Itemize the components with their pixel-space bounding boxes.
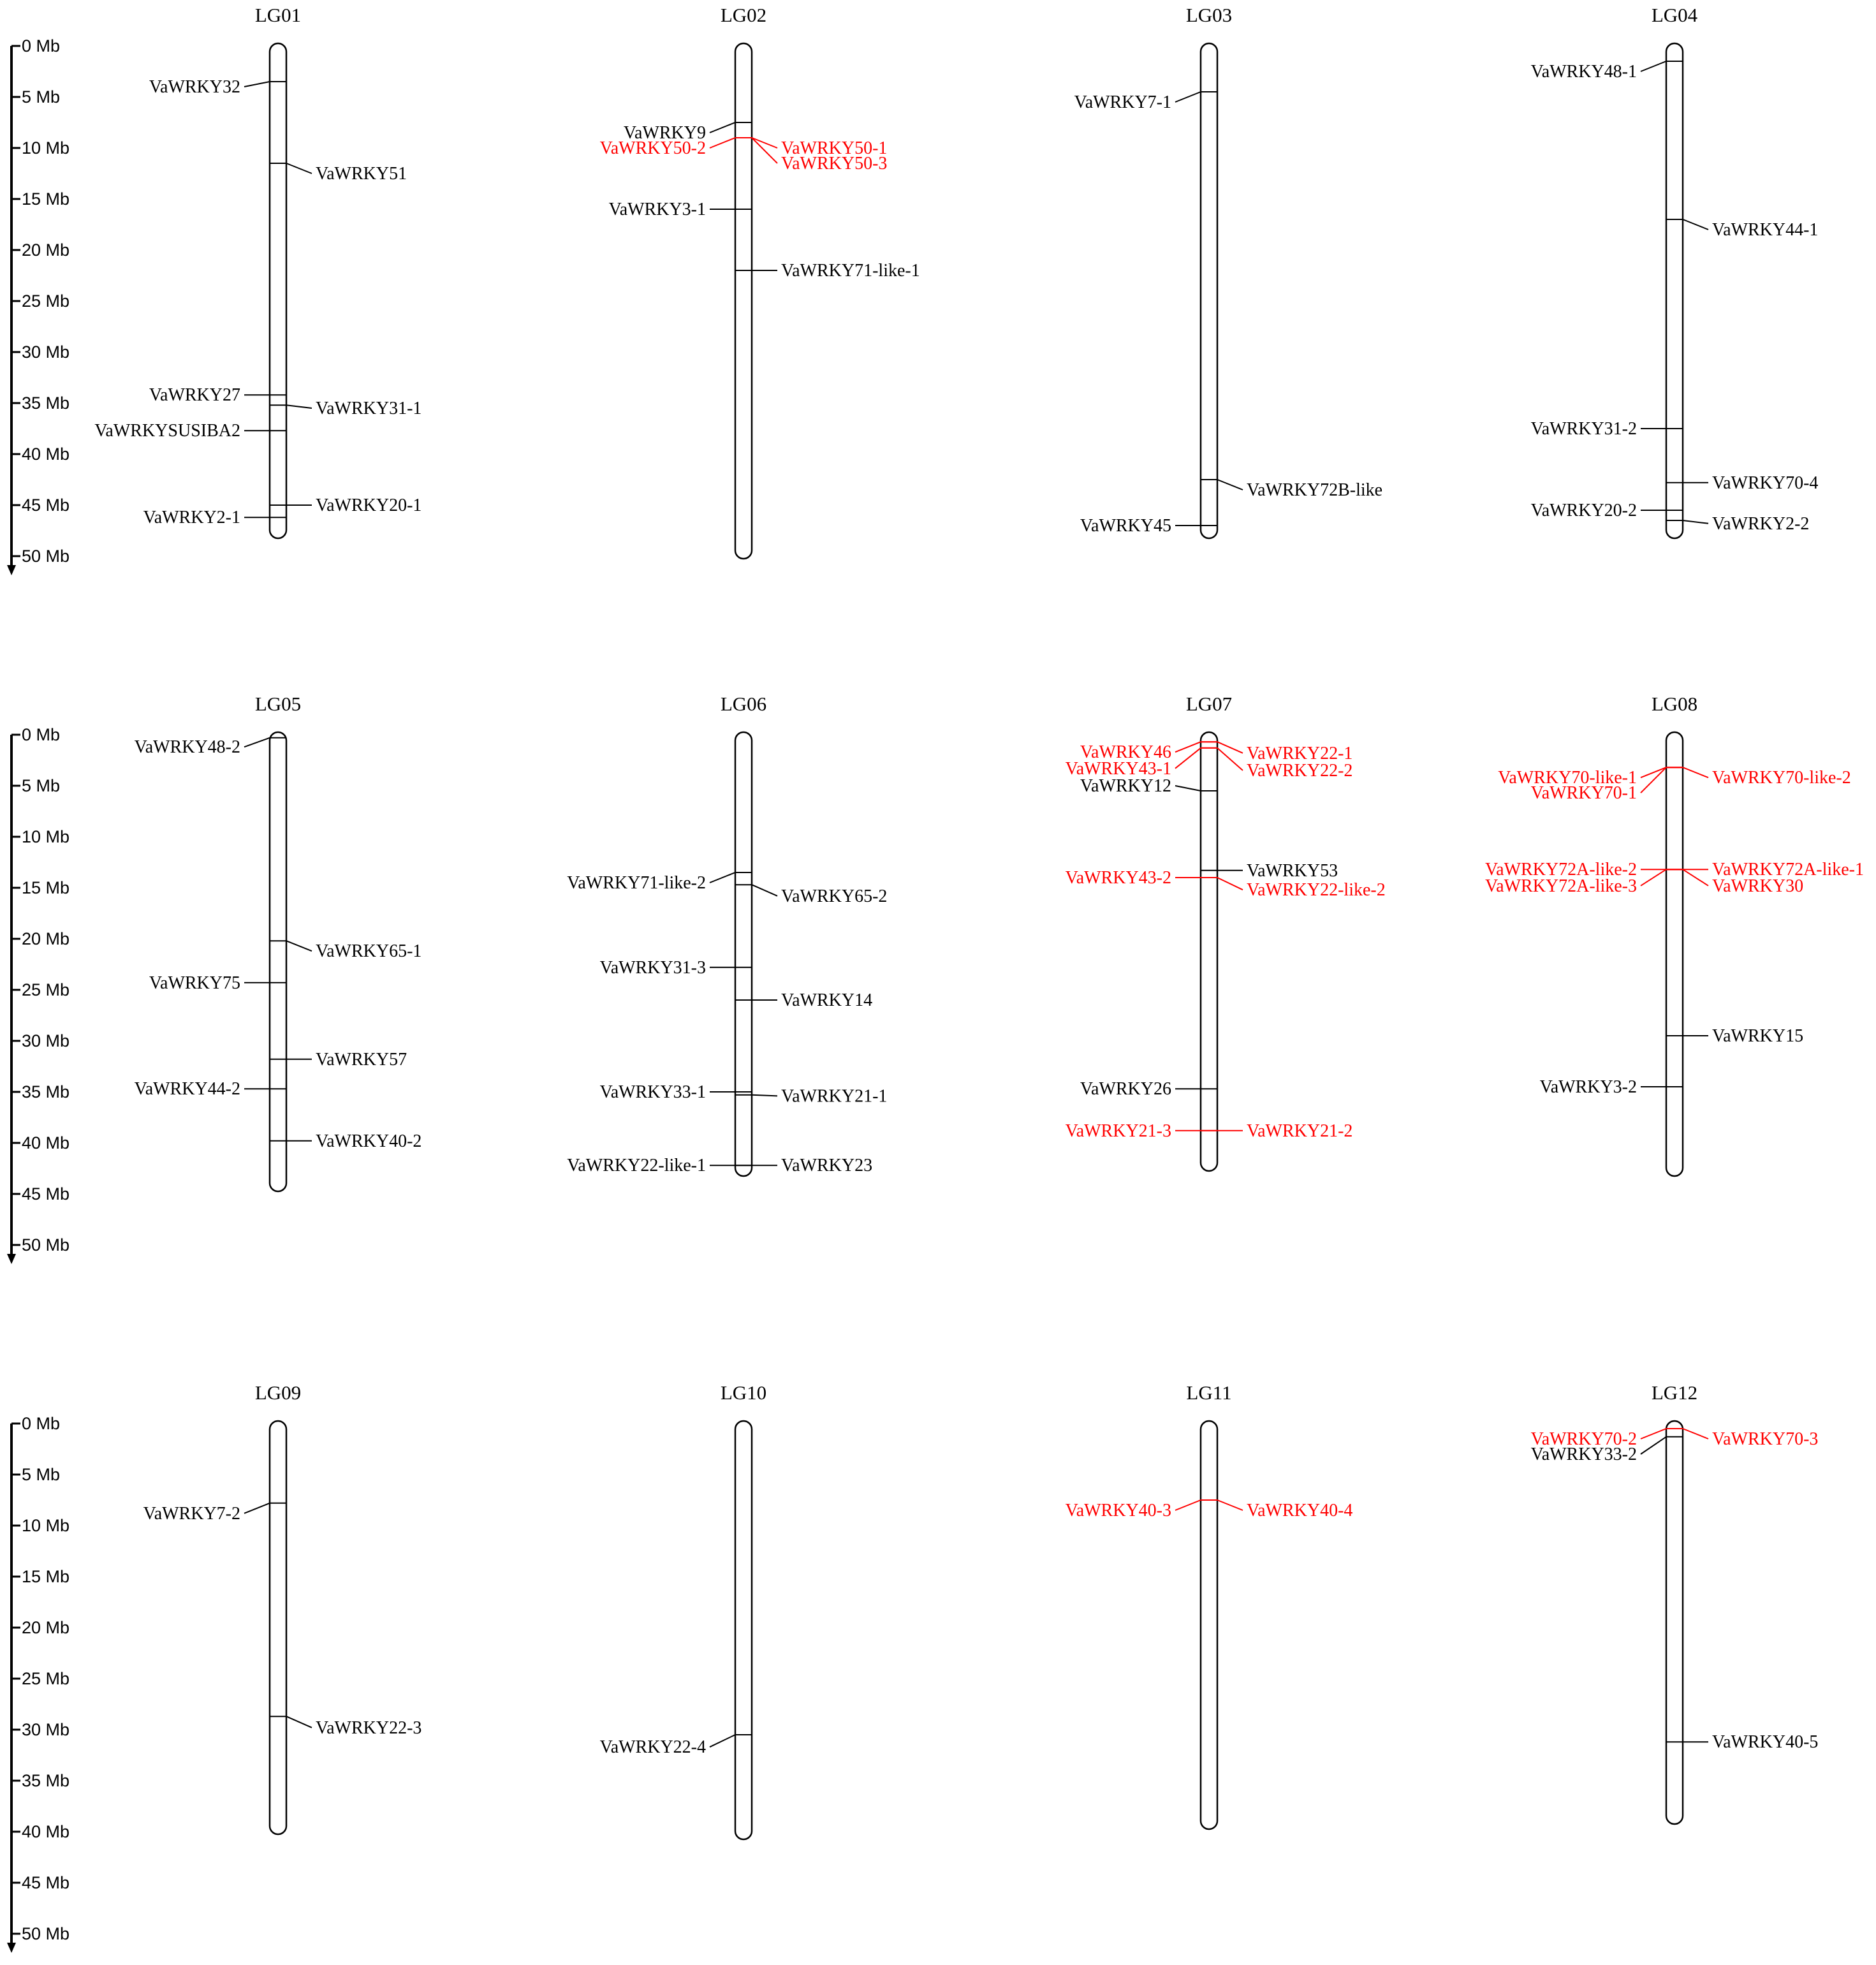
gene-marker: [1666, 1732, 1818, 1752]
gene-marker: [735, 885, 887, 906]
scale-tick-label: 30 Mb: [22, 1031, 70, 1050]
gene-label: VaWRKY70-2: [1530, 1429, 1637, 1449]
gene-connector: [1683, 1429, 1708, 1439]
gene-marker: [270, 1716, 421, 1738]
gene-label: VaWRKY44-2: [134, 1079, 240, 1100]
chromosome-lg05: [135, 693, 422, 1191]
scale-tick-label: 35 Mb: [22, 394, 70, 413]
gene-marker: [1540, 1077, 1683, 1097]
gene-connector: [286, 941, 312, 951]
gene-label: VaWRKY33-1: [599, 1082, 706, 1102]
scale-axis: [7, 36, 70, 575]
gene-marker: [1201, 480, 1382, 500]
chromosome-lg10: [600, 1381, 767, 1839]
scale-axis-arrow: [7, 1943, 16, 1953]
gene-marker: [609, 200, 752, 219]
gene-label: VaWRKY70-like-1: [1498, 768, 1637, 788]
gene-label: VaWRKY40-3: [1065, 1501, 1171, 1520]
gene-marker: [270, 1050, 407, 1070]
gene-connector: [710, 1735, 735, 1747]
gene-label: VaWRKY65-2: [781, 886, 888, 906]
gene-marker: [149, 385, 286, 405]
gene-marker: [270, 399, 421, 418]
gene-connector: [1641, 1437, 1666, 1454]
gene-label: VaWRKY44-1: [1712, 220, 1819, 240]
gene-marker: [567, 872, 752, 893]
gene-marker: [1066, 1121, 1217, 1141]
gene-label: VaWRKY72B-like: [1247, 480, 1383, 500]
gene-label: VaWRKY7-1: [1074, 92, 1171, 112]
gene-label: VaWRKY71-like-1: [781, 261, 920, 281]
gene-label: VaWRKY20-2: [1530, 501, 1637, 520]
gene-marker: [1666, 514, 1809, 534]
scale-tick-label: 10 Mb: [22, 1516, 70, 1535]
chromosome-bar: [1201, 43, 1217, 538]
gene-label: VaWRKY33-2: [1530, 1445, 1637, 1464]
gene-connector: [286, 1716, 312, 1728]
gene-connector: [244, 82, 270, 87]
gene-connector: [752, 138, 777, 148]
scale-tick-label: 0 Mb: [22, 725, 61, 744]
gene-marker: [735, 1156, 872, 1175]
chromosome-title: LG07: [1185, 693, 1233, 715]
gene-label: VaWRKY22-like-1: [567, 1156, 706, 1176]
gene-marker: [94, 421, 286, 441]
gene-marker: [735, 261, 920, 281]
gene-marker: [1201, 861, 1338, 881]
scale-tick-label: 5 Mb: [22, 776, 61, 795]
chromosome-title: LG01: [254, 4, 302, 26]
gene-label: VaWRKY57: [316, 1049, 407, 1070]
scale-tick-label: 25 Mb: [22, 291, 70, 311]
chromosome-bar: [1666, 732, 1683, 1176]
chromosome-lg07: [1066, 693, 1386, 1171]
gene-marker: [1080, 1079, 1217, 1099]
gene-label: VaWRKY22-like-2: [1247, 880, 1386, 901]
chromosome-title: LG10: [720, 1381, 767, 1404]
gene-connector: [1175, 1500, 1201, 1510]
gene-marker: [270, 496, 421, 515]
chromosome-lg03: [1074, 4, 1383, 538]
gene-label: VaWRKY31-3: [599, 957, 706, 978]
gene-marker: [1666, 219, 1818, 240]
gene-label: VaWRKY26: [1080, 1079, 1171, 1100]
gene-connector: [1683, 869, 1708, 886]
chromosome-title: LG03: [1185, 4, 1233, 26]
gene-connector: [752, 885, 777, 896]
gene-label: VaWRKY23: [781, 1156, 873, 1176]
chromosome-title: LG08: [1651, 693, 1698, 715]
chromosome-lg08: [1485, 693, 1864, 1176]
gene-marker: [1074, 92, 1217, 112]
scale-tick-label: 35 Mb: [22, 1771, 70, 1790]
chromosome-bar: [270, 1421, 286, 1834]
gene-marker: [1531, 501, 1683, 520]
gene-marker: [600, 1735, 752, 1757]
gene-marker: [1201, 878, 1386, 900]
gene-marker: [135, 1079, 286, 1099]
gene-marker: [735, 1086, 887, 1106]
gene-connector: [1683, 219, 1708, 230]
gene-label: VaWRKY50-2: [599, 138, 706, 158]
scale-tick-label: 10 Mb: [22, 138, 70, 158]
gene-label: VaWRKY31-2: [1530, 419, 1637, 439]
scale-tick-label: 50 Mb: [22, 547, 70, 566]
gene-label: VaWRKY48-1: [1530, 62, 1637, 82]
scale-tick-label: 25 Mb: [22, 1669, 70, 1688]
scale-tick-label: 45 Mb: [22, 1184, 70, 1203]
chromosome-bar: [735, 43, 752, 559]
scale-tick-label: 45 Mb: [22, 496, 70, 515]
chromosome-bar: [1666, 43, 1683, 538]
gene-marker: [1080, 776, 1217, 796]
scale-tick-label: 45 Mb: [22, 1873, 70, 1892]
scale-tick-label: 40 Mb: [22, 1822, 70, 1841]
scale-tick-label: 20 Mb: [22, 240, 70, 260]
gene-label: VaWRKY48-2: [134, 737, 240, 758]
chromosome-title: LG02: [720, 4, 767, 26]
gene-connector: [710, 138, 735, 148]
chromosome-title: LG05: [254, 693, 302, 715]
gene-marker: [149, 77, 286, 97]
gene-marker: [143, 508, 286, 527]
gene-marker: [149, 973, 286, 993]
scale-tick-label: 25 Mb: [22, 980, 70, 999]
scale-axis-arrow: [7, 1254, 16, 1264]
gene-label: VaWRKY51: [316, 164, 407, 184]
gene-label: VaWRKY3-1: [608, 200, 706, 219]
gene-label: VaWRKYSUSIBA2: [94, 421, 240, 441]
gene-marker: [1666, 1026, 1803, 1046]
scale-tick-label: 40 Mb: [22, 1133, 70, 1152]
gene-connector: [1217, 480, 1243, 490]
chromosome-bar: [735, 1421, 752, 1839]
scale-tick-label: 20 Mb: [22, 929, 70, 948]
gene-label: VaWRKY7-2: [143, 1503, 240, 1524]
gene-label: VaWRKY32: [149, 77, 240, 97]
scale-tick-label: 30 Mb: [22, 1720, 70, 1739]
gene-marker: [270, 941, 421, 961]
chromosome-lg12: [1531, 1381, 1819, 1824]
gene-connector: [710, 872, 735, 883]
gene-marker: [1666, 473, 1818, 493]
gene-label: VaWRKY70-like-2: [1712, 768, 1851, 788]
gene-label: VaWRKY27: [149, 385, 240, 406]
gene-label: VaWRKY15: [1712, 1026, 1804, 1046]
gene-label: VaWRKY75: [149, 973, 240, 993]
gene-label: VaWRKY50-3: [781, 154, 888, 173]
scale-tick-label: 15 Mb: [22, 189, 70, 209]
chromosome-bar: [1666, 1421, 1683, 1824]
gene-marker: [135, 737, 286, 757]
scale-axis: [7, 1414, 70, 1953]
gene-label: VaWRKY22-2: [1247, 761, 1353, 781]
gene-connector: [1641, 767, 1666, 777]
gene-label: VaWRKY72A-like-2: [1485, 860, 1637, 880]
gene-connector: [1641, 61, 1666, 71]
scale-tick-label: 20 Mb: [22, 1618, 70, 1637]
gene-label: VaWRKY43-1: [1065, 758, 1171, 779]
gene-label: VaWRKY22-4: [599, 1737, 706, 1758]
gene-marker: [600, 958, 752, 978]
chromosome-lg11: [1066, 1381, 1353, 1829]
gene-marker: [270, 1131, 421, 1151]
scale-tick-label: 10 Mb: [22, 827, 70, 846]
gene-label: VaWRKY2-2: [1712, 513, 1810, 534]
gene-connector: [286, 163, 312, 173]
gene-marker: [600, 1082, 752, 1102]
gene-marker: [600, 138, 752, 158]
gene-marker: [1201, 1500, 1352, 1520]
gene-label: VaWRKY53: [1247, 860, 1338, 881]
gene-marker: [143, 1503, 286, 1524]
gene-label: VaWRKY12: [1080, 776, 1171, 796]
chromosome-bar: [735, 732, 752, 1176]
gene-label: VaWRKY21-1: [781, 1086, 888, 1107]
chromosome-bar: [270, 732, 286, 1191]
scale-tick-label: 50 Mb: [22, 1235, 70, 1255]
gene-connector: [752, 138, 777, 163]
gene-label: VaWRKY70-1: [1530, 783, 1637, 804]
scale-tick-label: 15 Mb: [22, 878, 70, 897]
chromosome-lg09: [143, 1381, 422, 1834]
gene-marker: [1066, 868, 1217, 888]
gene-connector: [1175, 92, 1201, 102]
chromosome-title: LG09: [254, 1381, 302, 1404]
gene-label: VaWRKY21-3: [1065, 1121, 1171, 1141]
gene-label: VaWRKY20-1: [316, 496, 422, 515]
chromosome-lg06: [567, 693, 887, 1176]
gene-connector: [1683, 520, 1708, 524]
gene-label: VaWRKY3-2: [1539, 1077, 1637, 1097]
gene-label: VaWRKY40-2: [316, 1131, 422, 1151]
gene-label: VaWRKY71-like-2: [567, 873, 706, 893]
gene-marker: [1531, 419, 1683, 439]
gene-label: VaWRKY46: [1080, 742, 1171, 763]
gene-marker: [1531, 61, 1683, 82]
chromosome-lg02: [600, 4, 920, 559]
gene-connector: [244, 1503, 270, 1513]
chromosome-bar: [270, 43, 286, 538]
gene-connector: [752, 1095, 777, 1096]
gene-label: VaWRKY70-3: [1712, 1429, 1819, 1449]
gene-marker: [1080, 516, 1217, 536]
scale-tick-label: 15 Mb: [22, 1567, 70, 1586]
gene-connector: [710, 122, 735, 133]
gene-connector: [1217, 878, 1243, 890]
gene-connector: [1175, 786, 1201, 791]
gene-marker: [1666, 767, 1851, 788]
scale-tick-label: 50 Mb: [22, 1924, 70, 1943]
chromosome-title: LG06: [720, 693, 767, 715]
gene-connector: [1217, 1500, 1243, 1510]
gene-label: VaWRKY43-2: [1065, 868, 1171, 888]
chromosome-title: LG04: [1651, 4, 1698, 26]
gene-label: VaWRKY2-1: [143, 508, 240, 528]
gene-label: VaWRKY45: [1080, 516, 1171, 536]
gene-label: VaWRKY22-3: [316, 1718, 422, 1738]
chromosome-lg04: [1531, 4, 1819, 538]
gene-marker: [567, 1156, 752, 1175]
gene-label: VaWRKY72A-like-3: [1485, 876, 1637, 896]
chromosome-lg01: [94, 4, 421, 538]
scale-axis-arrow: [7, 565, 16, 575]
scale-tick-label: 30 Mb: [22, 342, 70, 362]
scale-axis: [7, 725, 70, 1264]
gene-label: VaWRKY31-1: [316, 399, 422, 418]
gene-marker: [1066, 1500, 1217, 1520]
scale-tick-label: 5 Mb: [22, 87, 61, 107]
chromosome-bar: [1201, 732, 1217, 1171]
scale-tick-label: 5 Mb: [22, 1465, 61, 1484]
chromosome-bar: [1201, 1421, 1217, 1829]
gene-label: VaWRKY50-1: [781, 138, 888, 158]
gene-label: VaWRKY40-4: [1247, 1501, 1353, 1520]
gene-marker: [270, 163, 407, 184]
scale-tick-label: 0 Mb: [22, 36, 61, 55]
gene-label: VaWRKY65-1: [316, 941, 422, 962]
gene-marker: [1201, 742, 1352, 763]
gene-connector: [1683, 767, 1708, 777]
scale-tick-label: 0 Mb: [22, 1414, 61, 1433]
gene-connector: [1641, 1429, 1666, 1439]
scale-tick-label: 35 Mb: [22, 1082, 70, 1101]
gene-marker: [1201, 1121, 1352, 1141]
gene-label: VaWRKY9: [623, 123, 706, 143]
gene-connector: [286, 405, 312, 408]
gene-label: VaWRKY30: [1712, 876, 1804, 896]
chromosome-title: LG12: [1651, 1381, 1698, 1404]
gene-marker: [735, 990, 872, 1010]
gene-label: VaWRKY22-1: [1247, 743, 1353, 763]
gene-label: VaWRKY40-5: [1712, 1732, 1819, 1753]
gene-label: VaWRKY70-4: [1712, 473, 1819, 493]
gene-label: VaWRKY21-2: [1247, 1121, 1353, 1141]
scale-tick-label: 40 Mb: [22, 445, 70, 464]
gene-label: VaWRKY72A-like-1: [1712, 860, 1864, 880]
gene-connector: [1641, 869, 1666, 886]
gene-connector: [244, 738, 270, 747]
gene-connector: [1641, 767, 1666, 793]
gene-label: VaWRKY14: [781, 990, 873, 1010]
chromosome-title: LG11: [1186, 1381, 1232, 1404]
gene-marker: [1666, 1429, 1818, 1449]
